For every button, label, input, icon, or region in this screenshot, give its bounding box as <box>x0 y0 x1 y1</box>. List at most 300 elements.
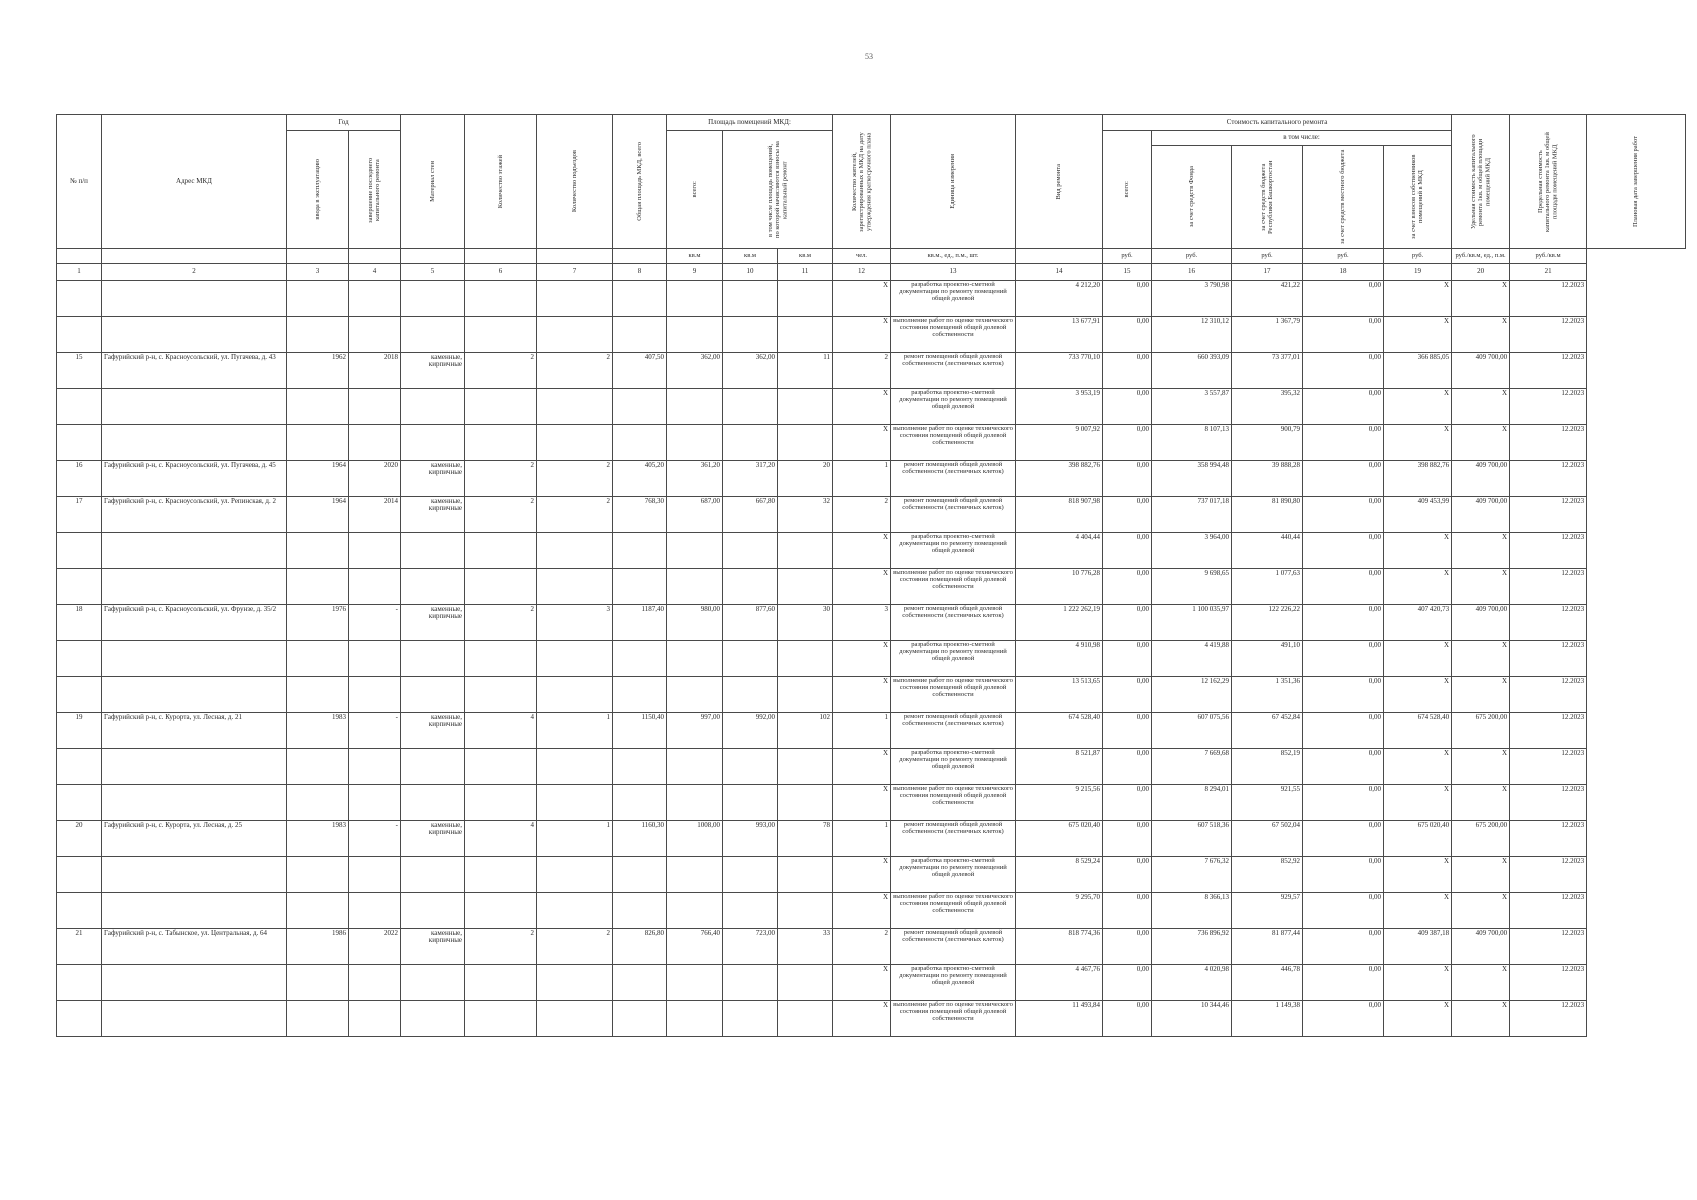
quantity-cell: X <box>833 893 891 929</box>
unit-cell: кв.м., ед., п.м., шт. <box>891 249 1016 264</box>
total-area-cell: 407,50 <box>613 353 667 389</box>
address-cell <box>102 281 287 317</box>
cost-owners-cell: 0,00 <box>1303 317 1384 353</box>
cost-owners-cell: 0,00 <box>1303 893 1384 929</box>
repair-plan-sheet <box>56 114 1686 1078</box>
unit-cost-cell: X <box>1384 965 1452 1001</box>
header-year-commission <box>287 131 349 249</box>
total-area-cell <box>613 785 667 821</box>
column-number-cell: 20 <box>1452 264 1510 281</box>
year-repair-cell <box>349 389 401 425</box>
wall-material-cell <box>401 965 465 1001</box>
wall-material-cell <box>401 281 465 317</box>
floors-cell <box>465 677 537 713</box>
entrances-cell: 2 <box>537 461 613 497</box>
cost-total-cell: 818 907,98 <box>1016 497 1103 533</box>
max-cost-cell: X <box>1452 1001 1510 1037</box>
table-row <box>57 785 1686 821</box>
wall-material-cell <box>401 533 465 569</box>
floors-cell: 4 <box>465 821 537 857</box>
wall-material-cell <box>401 749 465 785</box>
floors-cell <box>465 785 537 821</box>
cost-fund-cell: 0,00 <box>1103 677 1152 713</box>
header-cost-owners <box>1384 146 1452 249</box>
table-row <box>57 1001 1686 1037</box>
row-number: 16 <box>57 461 102 497</box>
unit-cost-cell: X <box>1384 1001 1452 1037</box>
header-year-group: Год <box>287 115 401 131</box>
header-cost-total-label: всего: <box>1123 181 1131 198</box>
cost-total-cell: 675 020,40 <box>1016 821 1103 857</box>
cost-total-cell: 733 770,10 <box>1016 353 1103 389</box>
residents-cell <box>778 1001 833 1037</box>
address-cell <box>102 389 287 425</box>
year-repair-cell <box>349 677 401 713</box>
total-area-cell <box>613 389 667 425</box>
max-cost-cell: X <box>1452 533 1510 569</box>
cost-republic-cell: 4 020,98 <box>1152 965 1232 1001</box>
column-number-cell: 1 <box>57 264 102 281</box>
year-commission-cell <box>287 533 349 569</box>
repair-type-cell: ремонт помещений общей долевой собственности (лестничных клеток) <box>891 713 1016 749</box>
deadline-cell: 12.2023 <box>1510 785 1587 821</box>
area-capital-cell <box>723 281 778 317</box>
header-year-last-repair <box>349 131 401 249</box>
entrances-cell <box>537 749 613 785</box>
repair-type-cell: разработка проектно-сметной документации по ремонту помещений общей долевой <box>891 533 1016 569</box>
area-capital-cell: 362,00 <box>723 353 778 389</box>
repair-type-cell: разработка проектно-сметной документации по ремонту помещений общей долевой <box>891 389 1016 425</box>
unit-cost-cell: X <box>1384 281 1452 317</box>
max-cost-cell: 675 200,00 <box>1452 713 1510 749</box>
table-row <box>57 641 1686 677</box>
total-area-cell: 826,80 <box>613 929 667 965</box>
cost-local-cell: 73 377,01 <box>1232 353 1303 389</box>
wall-material-cell: каменные, кирпичные <box>401 821 465 857</box>
area-capital-cell <box>723 317 778 353</box>
column-number-cell: 15 <box>1103 264 1152 281</box>
wall-material-cell <box>401 1001 465 1037</box>
table-row <box>57 533 1686 569</box>
unit-cost-cell: 366 885,05 <box>1384 353 1452 389</box>
year-commission-cell: 1986 <box>287 929 349 965</box>
cost-republic-cell: 10 344,46 <box>1152 1001 1232 1037</box>
year-commission-cell <box>287 641 349 677</box>
cost-total-cell: 9 295,70 <box>1016 893 1103 929</box>
quantity-cell: X <box>833 857 891 893</box>
deadline-cell: 12.2023 <box>1510 677 1587 713</box>
cost-local-cell: 446,78 <box>1232 965 1303 1001</box>
quantity-cell: 2 <box>833 497 891 533</box>
repair-type-cell: выполнение работ по оценке технического состояния помещений общей долевой собственности <box>891 317 1016 353</box>
residents-cell <box>778 857 833 893</box>
cost-fund-cell: 0,00 <box>1103 1001 1152 1037</box>
cost-owners-cell: 0,00 <box>1303 821 1384 857</box>
cost-owners-cell: 0,00 <box>1303 785 1384 821</box>
residents-cell <box>778 389 833 425</box>
row-number: 17 <box>57 497 102 533</box>
cost-republic-cell: 12 162,29 <box>1152 677 1232 713</box>
page-number: 53 <box>865 52 873 61</box>
column-number-cell: 19 <box>1384 264 1452 281</box>
year-repair-cell <box>349 857 401 893</box>
repair-type-cell: ремонт помещений общей долевой собственности (лестничных клеток) <box>891 605 1016 641</box>
cost-local-cell: 929,57 <box>1232 893 1303 929</box>
max-cost-cell: X <box>1452 857 1510 893</box>
area-capital-cell: 317,20 <box>723 461 778 497</box>
quantity-cell: 1 <box>833 461 891 497</box>
repair-type-cell: ремонт помещений общей долевой собственности (лестничных клеток) <box>891 353 1016 389</box>
address-cell: Гафурийский р-н, с. Табынское, ул. Центральная, д. 64 <box>102 929 287 965</box>
floors-cell <box>465 749 537 785</box>
unit-cell <box>401 249 465 264</box>
cost-local-cell: 921,55 <box>1232 785 1303 821</box>
row-number <box>57 893 102 929</box>
area-capital-cell <box>723 785 778 821</box>
quantity-cell: X <box>833 281 891 317</box>
cost-fund-cell: 0,00 <box>1103 713 1152 749</box>
cost-republic-cell: 3 557,87 <box>1152 389 1232 425</box>
header-cost-local-label: за счет средств местного бюджета <box>1339 149 1347 245</box>
unit-cell: руб. <box>1103 249 1152 264</box>
year-commission-cell <box>287 785 349 821</box>
deadline-cell: 12.2023 <box>1510 461 1587 497</box>
year-commission-cell <box>287 965 349 1001</box>
cost-local-cell: 67 502,04 <box>1232 821 1303 857</box>
deadline-cell: 12.2023 <box>1510 497 1587 533</box>
address-cell <box>102 857 287 893</box>
year-repair-cell <box>349 785 401 821</box>
quantity-cell: X <box>833 389 891 425</box>
row-number: 19 <box>57 713 102 749</box>
table-row <box>57 353 1686 389</box>
quantity-cell: 1 <box>833 821 891 857</box>
max-cost-cell: X <box>1452 893 1510 929</box>
header-deadline-label: Плановая дата завершения работ <box>1632 135 1640 228</box>
cost-fund-cell: 0,00 <box>1103 605 1152 641</box>
max-cost-cell: X <box>1452 281 1510 317</box>
table-header <box>57 115 1686 281</box>
cost-total-cell: 818 774,36 <box>1016 929 1103 965</box>
deadline-cell: 12.2023 <box>1510 893 1587 929</box>
year-commission-cell <box>287 281 349 317</box>
row-number <box>57 857 102 893</box>
table-row <box>57 425 1686 461</box>
year-commission-cell: 1962 <box>287 353 349 389</box>
area-all-cell <box>667 533 723 569</box>
area-all-cell <box>667 641 723 677</box>
cost-total-cell: 9 215,56 <box>1016 785 1103 821</box>
deadline-cell: 12.2023 <box>1510 569 1587 605</box>
cost-owners-cell: 0,00 <box>1303 533 1384 569</box>
year-commission-cell <box>287 1001 349 1037</box>
repair-type-cell: выполнение работ по оценке технического состояния помещений общей долевой собственности <box>891 569 1016 605</box>
max-cost-cell: X <box>1452 317 1510 353</box>
table-row <box>57 389 1686 425</box>
quantity-cell: X <box>833 749 891 785</box>
unit-cell: руб./кв.м <box>1510 249 1587 264</box>
total-area-cell: 1160,30 <box>613 821 667 857</box>
cost-local-cell: 852,19 <box>1232 749 1303 785</box>
year-repair-cell <box>349 281 401 317</box>
cost-republic-cell: 358 994,48 <box>1152 461 1232 497</box>
column-number-cell: 7 <box>537 264 613 281</box>
repair-type-cell: разработка проектно-сметной документации по ремонту помещений общей долевой <box>891 965 1016 1001</box>
deadline-cell: 12.2023 <box>1510 533 1587 569</box>
cost-republic-cell: 8 366,13 <box>1152 893 1232 929</box>
deadline-cell: 12.2023 <box>1510 317 1587 353</box>
header-entrances <box>537 115 613 249</box>
wall-material-cell <box>401 389 465 425</box>
total-area-cell <box>613 1001 667 1037</box>
cost-local-cell: 421,22 <box>1232 281 1303 317</box>
unit-cost-cell: X <box>1384 425 1452 461</box>
total-area-cell: 405,20 <box>613 461 667 497</box>
entrances-cell <box>537 569 613 605</box>
header-unit-cost <box>1452 115 1510 249</box>
address-cell <box>102 317 287 353</box>
header-num: № п/п <box>57 115 102 249</box>
header-residents <box>833 115 891 249</box>
cost-owners-cell: 0,00 <box>1303 677 1384 713</box>
floors-cell <box>465 533 537 569</box>
table-row <box>57 965 1686 1001</box>
area-capital-cell: 993,00 <box>723 821 778 857</box>
header-total-area <box>613 115 667 249</box>
entrances-cell <box>537 1001 613 1037</box>
area-all-cell <box>667 785 723 821</box>
max-cost-cell: X <box>1452 965 1510 1001</box>
unit-cost-cell: X <box>1384 857 1452 893</box>
unit-cell <box>537 249 613 264</box>
residents-cell <box>778 425 833 461</box>
area-all-cell: 687,00 <box>667 497 723 533</box>
cost-owners-cell: 0,00 <box>1303 425 1384 461</box>
total-area-cell <box>613 425 667 461</box>
floors-cell: 2 <box>465 497 537 533</box>
cost-fund-cell: 0,00 <box>1103 569 1152 605</box>
column-number-cell: 3 <box>287 264 349 281</box>
area-capital-cell: 667,80 <box>723 497 778 533</box>
table-row <box>57 857 1686 893</box>
cost-fund-cell: 0,00 <box>1103 749 1152 785</box>
unit-cell: руб. <box>1303 249 1384 264</box>
cost-local-cell: 1 367,79 <box>1232 317 1303 353</box>
unit-cost-cell: X <box>1384 569 1452 605</box>
header-residents-label: Количество жителей, зарегистрированных в МКД на дату утверждения краткосрочного плана <box>850 131 873 232</box>
cost-fund-cell: 0,00 <box>1103 353 1152 389</box>
area-all-cell <box>667 389 723 425</box>
table-row <box>57 749 1686 785</box>
address-cell <box>102 533 287 569</box>
floors-cell <box>465 425 537 461</box>
header-area-group: Площадь помещений МКД: <box>667 115 833 131</box>
cost-local-cell: 81 890,80 <box>1232 497 1303 533</box>
floors-cell <box>465 389 537 425</box>
year-repair-cell <box>349 641 401 677</box>
repair-type-cell: выполнение работ по оценке технического состояния помещений общей долевой собственности <box>891 1001 1016 1037</box>
cost-republic-cell: 3 790,98 <box>1152 281 1232 317</box>
area-capital-cell <box>723 569 778 605</box>
area-all-cell <box>667 677 723 713</box>
cost-local-cell: 395,32 <box>1232 389 1303 425</box>
address-cell <box>102 785 287 821</box>
residents-cell <box>778 317 833 353</box>
cost-local-cell: 67 452,84 <box>1232 713 1303 749</box>
area-all-cell <box>667 569 723 605</box>
wall-material-cell <box>401 569 465 605</box>
table-row <box>57 569 1686 605</box>
cost-local-cell: 1 077,63 <box>1232 569 1303 605</box>
max-cost-cell: X <box>1452 677 1510 713</box>
row-number: 15 <box>57 353 102 389</box>
quantity-cell: X <box>833 425 891 461</box>
max-cost-cell: 409 700,00 <box>1452 353 1510 389</box>
row-number <box>57 569 102 605</box>
wall-material-cell <box>401 317 465 353</box>
year-repair-cell: - <box>349 605 401 641</box>
unit-cost-cell: 675 020,40 <box>1384 821 1452 857</box>
entrances-cell <box>537 533 613 569</box>
header-cost-republic <box>1232 146 1303 249</box>
residents-cell <box>778 281 833 317</box>
max-cost-cell: 409 700,00 <box>1452 497 1510 533</box>
cost-owners-cell: 0,00 <box>1303 461 1384 497</box>
header-repair-type <box>1016 115 1103 249</box>
row-number <box>57 641 102 677</box>
cost-owners-cell: 0,00 <box>1303 713 1384 749</box>
unit-cost-cell: X <box>1384 389 1452 425</box>
unit-cost-cell: 409 387,18 <box>1384 929 1452 965</box>
unit-cell <box>349 249 401 264</box>
entrances-cell <box>537 785 613 821</box>
table-row <box>57 929 1686 965</box>
cost-local-cell: 39 888,28 <box>1232 461 1303 497</box>
wall-material-cell <box>401 677 465 713</box>
wall-material-cell: каменные, кирпичные <box>401 713 465 749</box>
cost-owners-cell: 0,00 <box>1303 281 1384 317</box>
wall-material-cell: каменные, кирпичные <box>401 461 465 497</box>
cost-republic-cell: 8 107,13 <box>1152 425 1232 461</box>
year-commission-cell: 1964 <box>287 461 349 497</box>
cost-owners-cell: 0,00 <box>1303 569 1384 605</box>
header-cost-owners-label: за счет взносов собственников помещений в МКД <box>1410 154 1425 240</box>
cost-owners-cell: 0,00 <box>1303 389 1384 425</box>
total-area-cell: 768,30 <box>613 497 667 533</box>
cost-fund-cell: 0,00 <box>1103 857 1152 893</box>
header-unit-cost-label: Удельная стоимость капитального ремонта 1кв. м общей площади помещений МКД <box>1469 134 1492 229</box>
cost-fund-cell: 0,00 <box>1103 281 1152 317</box>
cost-fund-cell: 0,00 <box>1103 317 1152 353</box>
cost-fund-cell: 0,00 <box>1103 929 1152 965</box>
quantity-cell: X <box>833 785 891 821</box>
row-number <box>57 965 102 1001</box>
area-all-cell <box>667 281 723 317</box>
cost-total-cell: 11 493,84 <box>1016 1001 1103 1037</box>
deadline-cell: 12.2023 <box>1510 425 1587 461</box>
entrances-cell <box>537 389 613 425</box>
unit-cell <box>613 249 667 264</box>
cost-republic-cell: 736 896,92 <box>1152 929 1232 965</box>
header-floors-label: Количество этажей <box>496 154 504 209</box>
area-all-cell <box>667 893 723 929</box>
total-area-cell: 1187,40 <box>613 605 667 641</box>
entrances-cell <box>537 641 613 677</box>
cost-local-cell: 1 351,36 <box>1232 677 1303 713</box>
area-all-cell <box>667 749 723 785</box>
repair-type-cell: выполнение работ по оценке технического состояния помещений общей долевой собственности <box>891 893 1016 929</box>
row-number <box>57 1001 102 1037</box>
unit-cost-cell: X <box>1384 533 1452 569</box>
repair-type-cell: выполнение работ по оценке технического состояния помещений общей долевой собственности <box>891 677 1016 713</box>
deadline-cell: 12.2023 <box>1510 929 1587 965</box>
unit-cost-cell: X <box>1384 893 1452 929</box>
area-all-cell <box>667 425 723 461</box>
address-cell <box>102 569 287 605</box>
year-commission-cell <box>287 569 349 605</box>
deadline-cell: 12.2023 <box>1510 1001 1587 1037</box>
repair-type-cell: выполнение работ по оценке технического состояния помещений общей долевой собственности <box>891 785 1016 821</box>
address-cell <box>102 749 287 785</box>
total-area-cell <box>613 281 667 317</box>
floors-cell <box>465 1001 537 1037</box>
cost-fund-cell: 0,00 <box>1103 389 1152 425</box>
cost-total-cell: 1 222 262,19 <box>1016 605 1103 641</box>
entrances-cell: 3 <box>537 605 613 641</box>
cost-fund-cell: 0,00 <box>1103 533 1152 569</box>
repair-type-cell: разработка проектно-сметной документации по ремонту помещений общей долевой <box>891 641 1016 677</box>
floors-cell: 4 <box>465 713 537 749</box>
year-commission-cell <box>287 857 349 893</box>
wall-material-cell: каменные, кирпичные <box>401 353 465 389</box>
address-cell <box>102 965 287 1001</box>
area-all-cell <box>667 965 723 1001</box>
row-number: 20 <box>57 821 102 857</box>
header-cost-republic-label: за счет средств бюджета Республики Башкортостан <box>1259 160 1275 234</box>
year-commission-cell: 1983 <box>287 713 349 749</box>
area-all-cell <box>667 1001 723 1037</box>
header-max-cost-label: Предельная стоимость капитального ремонта 1кв. м общей площади помещений МКД <box>1537 131 1559 232</box>
area-capital-cell: 877,60 <box>723 605 778 641</box>
floors-cell: 2 <box>465 929 537 965</box>
table-row <box>57 281 1686 317</box>
quantity-cell: 3 <box>833 605 891 641</box>
area-all-cell <box>667 857 723 893</box>
residents-cell <box>778 533 833 569</box>
wall-material-cell <box>401 893 465 929</box>
cost-owners-cell: 0,00 <box>1303 605 1384 641</box>
cost-fund-cell: 0,00 <box>1103 965 1152 1001</box>
max-cost-cell: 409 700,00 <box>1452 461 1510 497</box>
header-year-commission-label: ввода в эксплуатацию <box>313 159 321 220</box>
max-cost-cell: 675 200,00 <box>1452 821 1510 857</box>
unit-cost-cell: X <box>1384 785 1452 821</box>
max-cost-cell: 409 700,00 <box>1452 929 1510 965</box>
cost-fund-cell: 0,00 <box>1103 893 1152 929</box>
quantity-cell: X <box>833 641 891 677</box>
cost-total-cell: 4 910,98 <box>1016 641 1103 677</box>
year-repair-cell <box>349 749 401 785</box>
residents-cell: 33 <box>778 929 833 965</box>
entrances-cell: 1 <box>537 821 613 857</box>
floors-cell <box>465 569 537 605</box>
area-all-cell: 361,20 <box>667 461 723 497</box>
floors-cell <box>465 965 537 1001</box>
cost-republic-cell: 9 698,65 <box>1152 569 1232 605</box>
deadline-cell: 12.2023 <box>1510 389 1587 425</box>
deadline-cell: 12.2023 <box>1510 605 1587 641</box>
total-area-cell <box>613 965 667 1001</box>
